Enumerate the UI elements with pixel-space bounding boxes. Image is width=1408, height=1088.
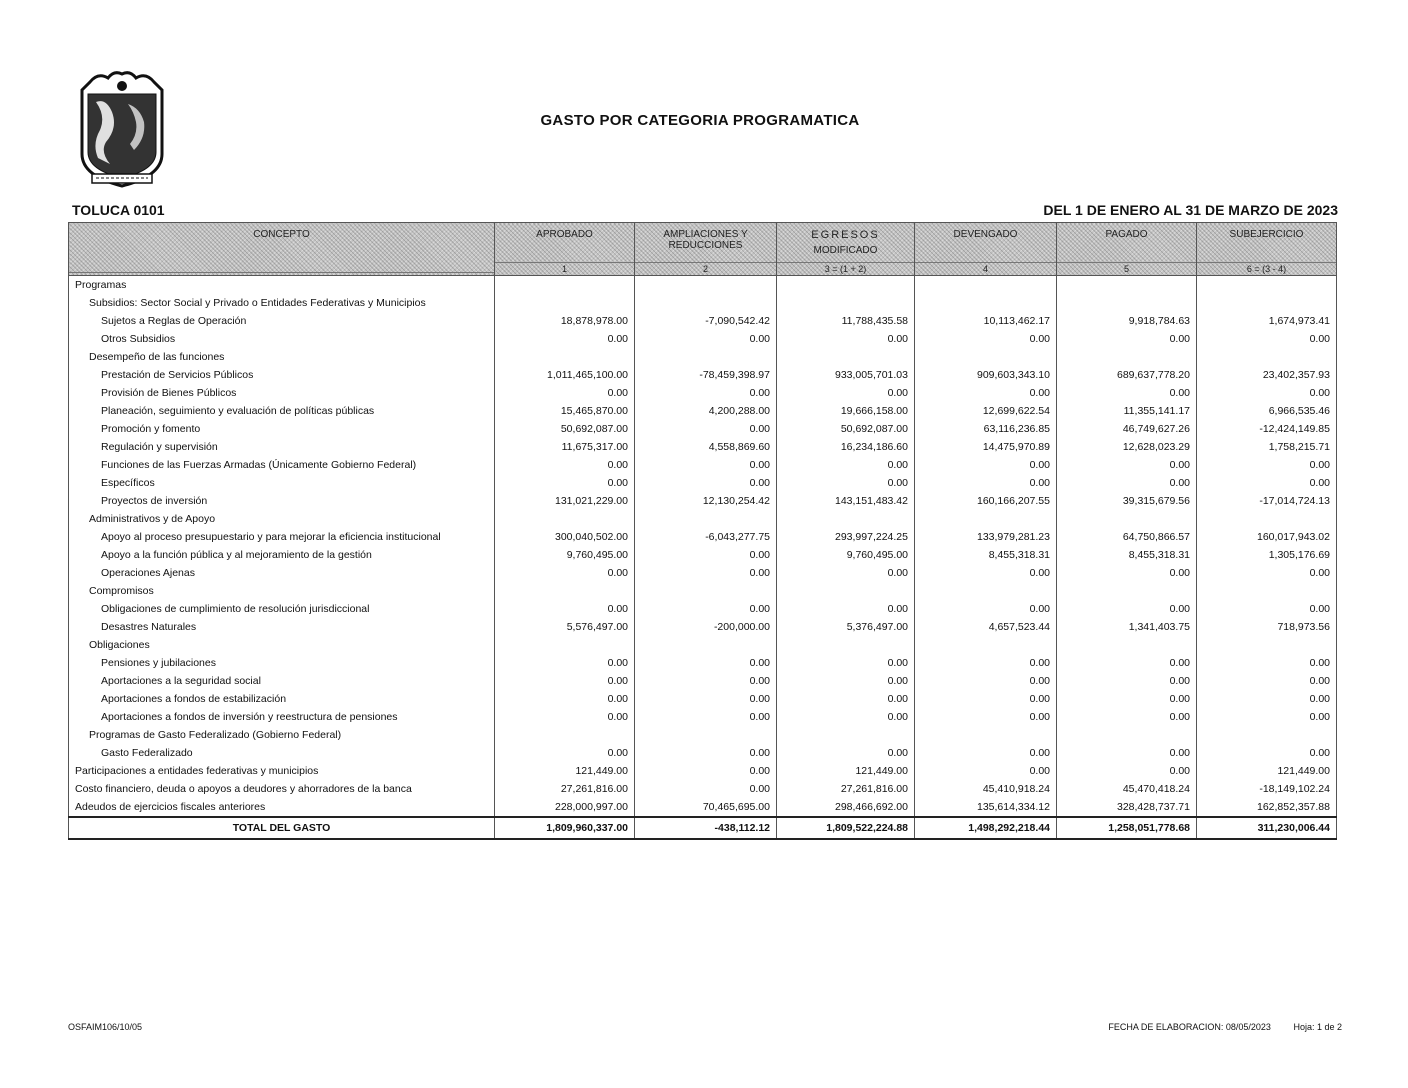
table-row <box>69 492 1337 510</box>
form-code: OSFAIM106/10/05 <box>68 1022 143 1032</box>
row-value: 0.00 <box>915 600 1057 618</box>
row-value <box>1057 636 1197 654</box>
row-value: 11,788,435.58 <box>777 312 915 330</box>
row-value <box>1057 510 1197 528</box>
table-row <box>69 780 1337 798</box>
row-value: 0.00 <box>777 672 915 690</box>
row-value: 1,305,176.69 <box>1197 546 1337 564</box>
row-value <box>495 726 635 744</box>
row-value: 0.00 <box>1057 330 1197 348</box>
row-value: 0.00 <box>915 708 1057 726</box>
row-value: 298,466,692.00 <box>777 798 915 817</box>
row-value: 293,997,224.25 <box>777 528 915 546</box>
row-value: 0.00 <box>635 744 777 762</box>
row-value: 0.00 <box>1057 762 1197 780</box>
row-value <box>1057 348 1197 366</box>
table-row <box>69 708 1337 726</box>
row-value: 0.00 <box>777 474 915 492</box>
table-row <box>69 384 1337 402</box>
table-row <box>69 564 1337 582</box>
row-value: 18,878,978.00 <box>495 312 635 330</box>
row-value: 9,918,784.63 <box>1057 312 1197 330</box>
row-value: 0.00 <box>777 564 915 582</box>
row-value <box>495 276 635 295</box>
report-period: DEL 1 DE ENERO AL 31 DE MARZO DE 2023 <box>1043 202 1338 218</box>
row-value: 0.00 <box>495 672 635 690</box>
row-value: 64,750,866.57 <box>1057 528 1197 546</box>
column-header-aprobado: APROBADO 1 <box>495 223 635 276</box>
table-row <box>69 330 1337 348</box>
row-value: 162,852,357.88 <box>1197 798 1337 817</box>
coat-of-arms-seal-icon <box>76 68 168 190</box>
row-concept: Participaciones a entidades federativas y municipios <box>69 762 495 780</box>
row-value: 131,021,229.00 <box>495 492 635 510</box>
row-value: -12,424,149.85 <box>1197 420 1337 438</box>
row-value: 8,455,318.31 <box>915 546 1057 564</box>
row-value <box>1197 294 1337 312</box>
row-value: 689,637,778.20 <box>1057 366 1197 384</box>
table-row <box>69 600 1337 618</box>
row-value: 0.00 <box>495 690 635 708</box>
row-value <box>635 276 777 295</box>
row-value <box>635 294 777 312</box>
row-value: 4,200,288.00 <box>635 402 777 420</box>
table-row <box>69 618 1337 636</box>
row-value: 1,341,403.75 <box>1057 618 1197 636</box>
row-value: 0.00 <box>1057 708 1197 726</box>
row-value <box>915 726 1057 744</box>
table-row <box>69 312 1337 330</box>
row-value: 0.00 <box>915 330 1057 348</box>
page-title: GASTO POR CATEGORIA PROGRAMATICA <box>540 112 860 129</box>
row-value: 0.00 <box>777 690 915 708</box>
row-value: 0.00 <box>1057 474 1197 492</box>
row-value: 27,261,816.00 <box>777 780 915 798</box>
row-value: 46,749,627.26 <box>1057 420 1197 438</box>
row-value: 11,355,141.17 <box>1057 402 1197 420</box>
row-value: 0.00 <box>777 384 915 402</box>
row-value: -7,090,542.42 <box>635 312 777 330</box>
table-row <box>69 420 1337 438</box>
row-value: 0.00 <box>777 600 915 618</box>
row-concept: Aportaciones a la seguridad social <box>69 672 495 690</box>
row-value: 0.00 <box>1057 690 1197 708</box>
row-concept: Aportaciones a fondos de estabilización <box>69 690 495 708</box>
row-value: 0.00 <box>1197 672 1337 690</box>
row-value: 300,040,502.00 <box>495 528 635 546</box>
row-value: 0.00 <box>915 744 1057 762</box>
row-value: 0.00 <box>1057 384 1197 402</box>
total-aprobado: 1,809,960,337.00 <box>495 817 635 839</box>
column-header-pagado: PAGADO 5 <box>1057 223 1197 276</box>
row-value: 0.00 <box>915 384 1057 402</box>
row-value: 50,692,087.00 <box>495 420 635 438</box>
row-concept: Aportaciones a fondos de inversión y reestructura de pensiones <box>69 708 495 726</box>
row-concept: Sujetos a Reglas de Operación <box>69 312 495 330</box>
row-concept: Subsidios: Sector Social y Privado o Entidades Federativas y Municipios <box>69 294 495 312</box>
row-value: 9,760,495.00 <box>777 546 915 564</box>
row-value: 23,402,357.93 <box>1197 366 1337 384</box>
row-value <box>495 510 635 528</box>
row-concept: Programas de Gasto Federalizado (Gobierno Federal) <box>69 726 495 744</box>
table-row <box>69 672 1337 690</box>
row-value: -200,000.00 <box>635 618 777 636</box>
row-value: 0.00 <box>1197 474 1337 492</box>
row-concept: Adeudos de ejercicios fiscales anteriores <box>69 798 495 817</box>
row-value: 19,666,158.00 <box>777 402 915 420</box>
row-value: 0.00 <box>777 330 915 348</box>
total-devengado: 1,498,292,218.44 <box>915 817 1057 839</box>
row-value: 0.00 <box>1057 672 1197 690</box>
row-value: 8,455,318.31 <box>1057 546 1197 564</box>
row-value: 0.00 <box>635 600 777 618</box>
row-value: 0.00 <box>915 672 1057 690</box>
row-value <box>1197 582 1337 600</box>
row-value: 328,428,737.71 <box>1057 798 1197 817</box>
row-value <box>777 276 915 295</box>
row-value: 0.00 <box>915 456 1057 474</box>
row-concept: Provisión de Bienes Públicos <box>69 384 495 402</box>
row-value: 0.00 <box>915 654 1057 672</box>
row-value: 0.00 <box>777 456 915 474</box>
row-value: 12,130,254.42 <box>635 492 777 510</box>
row-concept: Otros Subsidios <box>69 330 495 348</box>
total-modificado: 1,809,522,224.88 <box>777 817 915 839</box>
row-value: 0.00 <box>635 546 777 564</box>
row-value: 121,449.00 <box>777 762 915 780</box>
table-row <box>69 438 1337 456</box>
row-value: 0.00 <box>915 564 1057 582</box>
row-value <box>915 348 1057 366</box>
row-concept: Específicos <box>69 474 495 492</box>
row-value: 0.00 <box>495 330 635 348</box>
row-value: 0.00 <box>915 690 1057 708</box>
footer-info <box>1088 1022 1342 1032</box>
row-value <box>635 510 777 528</box>
row-value: 0.00 <box>635 384 777 402</box>
row-value: 0.00 <box>495 384 635 402</box>
table-row <box>69 510 1337 528</box>
row-value: 0.00 <box>1057 600 1197 618</box>
column-header-devengado: DEVENGADO 4 <box>915 223 1057 276</box>
row-value: 0.00 <box>635 762 777 780</box>
row-concept: Promoción y fomento <box>69 420 495 438</box>
row-value: 0.00 <box>635 456 777 474</box>
row-value <box>495 294 635 312</box>
row-value <box>1197 726 1337 744</box>
row-concept: Apoyo al proceso presupuestario y para mejorar la eficiencia institucional <box>69 528 495 546</box>
row-value: 0.00 <box>915 762 1057 780</box>
row-concept: Funciones de las Fuerzas Armadas (Únicamente Gobierno Federal) <box>69 456 495 474</box>
row-value: 0.00 <box>1057 744 1197 762</box>
table-row <box>69 546 1337 564</box>
row-value <box>635 726 777 744</box>
table-row <box>69 744 1337 762</box>
row-value: 5,376,497.00 <box>777 618 915 636</box>
row-value: 909,603,343.10 <box>915 366 1057 384</box>
row-value: 0.00 <box>635 474 777 492</box>
row-value: 0.00 <box>1197 744 1337 762</box>
row-value: 9,760,495.00 <box>495 546 635 564</box>
row-value: 14,475,970.89 <box>915 438 1057 456</box>
row-value <box>777 582 915 600</box>
row-value <box>1197 510 1337 528</box>
row-value: 228,000,997.00 <box>495 798 635 817</box>
egresos-group-label: EGRESOS <box>811 229 880 241</box>
row-value: 0.00 <box>777 654 915 672</box>
table-row <box>69 798 1337 817</box>
row-value: -78,459,398.97 <box>635 366 777 384</box>
row-value <box>495 582 635 600</box>
row-concept: Apoyo a la función pública y al mejoramiento de la gestión <box>69 546 495 564</box>
row-concept: Desempeño de las funciones <box>69 348 495 366</box>
row-value: 0.00 <box>1057 564 1197 582</box>
row-value <box>1197 348 1337 366</box>
row-value <box>1197 636 1337 654</box>
row-value: 4,657,523.44 <box>915 618 1057 636</box>
row-value: 0.00 <box>1197 564 1337 582</box>
row-value: 12,699,622.54 <box>915 402 1057 420</box>
row-value: 0.00 <box>1057 654 1197 672</box>
row-value: 0.00 <box>1197 690 1337 708</box>
table-row <box>69 456 1337 474</box>
row-value <box>635 348 777 366</box>
row-value <box>915 636 1057 654</box>
row-value: 0.00 <box>635 654 777 672</box>
row-value <box>915 276 1057 295</box>
row-value: -18,149,102.24 <box>1197 780 1337 798</box>
total-subejercicio: 311,230,006.44 <box>1197 817 1337 839</box>
row-value: 0.00 <box>635 420 777 438</box>
table-row <box>69 636 1337 654</box>
row-value: 121,449.00 <box>1197 762 1337 780</box>
row-value: 0.00 <box>495 744 635 762</box>
row-value: 0.00 <box>1197 384 1337 402</box>
row-value: 0.00 <box>777 708 915 726</box>
row-value: 133,979,281.23 <box>915 528 1057 546</box>
row-value: 45,410,918.24 <box>915 780 1057 798</box>
row-value: 0.00 <box>495 654 635 672</box>
row-value: 0.00 <box>495 708 635 726</box>
row-concept: Desastres Naturales <box>69 618 495 636</box>
table-row <box>69 690 1337 708</box>
total-label: TOTAL DEL GASTO <box>69 817 495 839</box>
row-value: 143,151,483.42 <box>777 492 915 510</box>
row-value: 11,675,317.00 <box>495 438 635 456</box>
row-value <box>915 582 1057 600</box>
table-body <box>69 276 1337 818</box>
row-value: 27,261,816.00 <box>495 780 635 798</box>
row-value <box>777 726 915 744</box>
column-header-ampliaciones: AMPLIACIONES Y REDUCCIONES 2 <box>635 223 777 276</box>
table-row <box>69 528 1337 546</box>
elaboration-date: FECHA DE ELABORACION: 08/05/2023 <box>1108 1022 1271 1032</box>
row-value: 70,465,695.00 <box>635 798 777 817</box>
column-header-concepto: CONCEPTO <box>69 223 495 276</box>
row-value: 0.00 <box>1197 708 1337 726</box>
row-value: 0.00 <box>635 330 777 348</box>
row-concept: Planeación, seguimiento y evaluación de políticas públicas <box>69 402 495 420</box>
row-value <box>915 510 1057 528</box>
row-value <box>1057 726 1197 744</box>
row-value <box>915 294 1057 312</box>
expenditure-table <box>68 222 1337 840</box>
row-concept: Proyectos de inversión <box>69 492 495 510</box>
row-value: 63,116,236.85 <box>915 420 1057 438</box>
row-value <box>777 348 915 366</box>
row-value <box>495 348 635 366</box>
row-value: 50,692,087.00 <box>777 420 915 438</box>
row-value: 0.00 <box>495 456 635 474</box>
row-value: 0.00 <box>495 564 635 582</box>
row-value: -17,014,724.13 <box>1197 492 1337 510</box>
table-row <box>69 726 1337 744</box>
table-row <box>69 582 1337 600</box>
row-value: 12,628,023.29 <box>1057 438 1197 456</box>
row-concept: Prestación de Servicios Públicos <box>69 366 495 384</box>
row-value: 10,113,462.17 <box>915 312 1057 330</box>
table-row <box>69 348 1337 366</box>
total-row <box>69 817 1337 839</box>
row-value: 718,973.56 <box>1197 618 1337 636</box>
row-value: 6,966,535.46 <box>1197 402 1337 420</box>
row-value: 0.00 <box>635 780 777 798</box>
table-row <box>69 654 1337 672</box>
row-value: 160,166,207.55 <box>915 492 1057 510</box>
total-pagado: 1,258,051,778.68 <box>1057 817 1197 839</box>
row-value <box>1057 582 1197 600</box>
row-concept: Gasto Federalizado <box>69 744 495 762</box>
total-ampliaciones: -438,112.12 <box>635 817 777 839</box>
row-concept: Obligaciones de cumplimiento de resolución jurisdiccional <box>69 600 495 618</box>
row-value: 39,315,679.56 <box>1057 492 1197 510</box>
row-value: 0.00 <box>1197 654 1337 672</box>
row-value <box>1057 276 1197 295</box>
row-value: -6,043,277.75 <box>635 528 777 546</box>
table-row <box>69 276 1337 295</box>
row-value <box>777 636 915 654</box>
row-value: 1,758,215.71 <box>1197 438 1337 456</box>
row-value: 135,614,334.12 <box>915 798 1057 817</box>
row-value <box>1197 276 1337 295</box>
row-value: 4,558,869.60 <box>635 438 777 456</box>
entity-name: TOLUCA 0101 <box>72 202 165 218</box>
row-value: 1,011,465,100.00 <box>495 366 635 384</box>
row-value: 0.00 <box>777 744 915 762</box>
row-value <box>635 582 777 600</box>
row-concept: Obligaciones <box>69 636 495 654</box>
row-value: 0.00 <box>915 474 1057 492</box>
row-value: 0.00 <box>1197 456 1337 474</box>
row-value: 0.00 <box>635 690 777 708</box>
row-value: 0.00 <box>1197 600 1337 618</box>
table-row <box>69 474 1337 492</box>
row-concept: Operaciones Ajenas <box>69 564 495 582</box>
row-concept: Administrativos y de Apoyo <box>69 510 495 528</box>
row-concept: Compromisos <box>69 582 495 600</box>
row-value: 0.00 <box>635 708 777 726</box>
row-value: 16,234,186.60 <box>777 438 915 456</box>
row-value <box>777 294 915 312</box>
row-value: 45,470,418.24 <box>1057 780 1197 798</box>
row-concept: Costo financiero, deuda o apoyos a deudores y ahorradores de la banca <box>69 780 495 798</box>
row-value: 0.00 <box>635 672 777 690</box>
row-value: 0.00 <box>495 474 635 492</box>
row-value: 15,465,870.00 <box>495 402 635 420</box>
column-header-subejercicio: SUBEJERCICIO 6 = (3 - 4) <box>1197 223 1337 276</box>
page-number: Hoja: 1 de 2 <box>1293 1022 1342 1032</box>
row-value: 0.00 <box>1057 456 1197 474</box>
row-value: 160,017,943.02 <box>1197 528 1337 546</box>
row-value: 933,005,701.03 <box>777 366 915 384</box>
table-row <box>69 294 1337 312</box>
row-concept: Pensiones y jubilaciones <box>69 654 495 672</box>
table-row <box>69 366 1337 384</box>
row-value: 0.00 <box>635 564 777 582</box>
row-value: 0.00 <box>495 600 635 618</box>
row-value: 121,449.00 <box>495 762 635 780</box>
row-value: 0.00 <box>1197 330 1337 348</box>
row-value <box>635 636 777 654</box>
table-row <box>69 762 1337 780</box>
row-concept: Regulación y supervisión <box>69 438 495 456</box>
row-value: 5,576,497.00 <box>495 618 635 636</box>
row-value <box>495 636 635 654</box>
row-value <box>777 510 915 528</box>
row-concept: Programas <box>69 276 495 295</box>
table-row <box>69 402 1337 420</box>
row-value <box>1057 294 1197 312</box>
column-header-modificado: EGRESOS MODIFICADO 3 = (1 + 2) <box>777 223 915 276</box>
row-value: 1,674,973.41 <box>1197 312 1337 330</box>
